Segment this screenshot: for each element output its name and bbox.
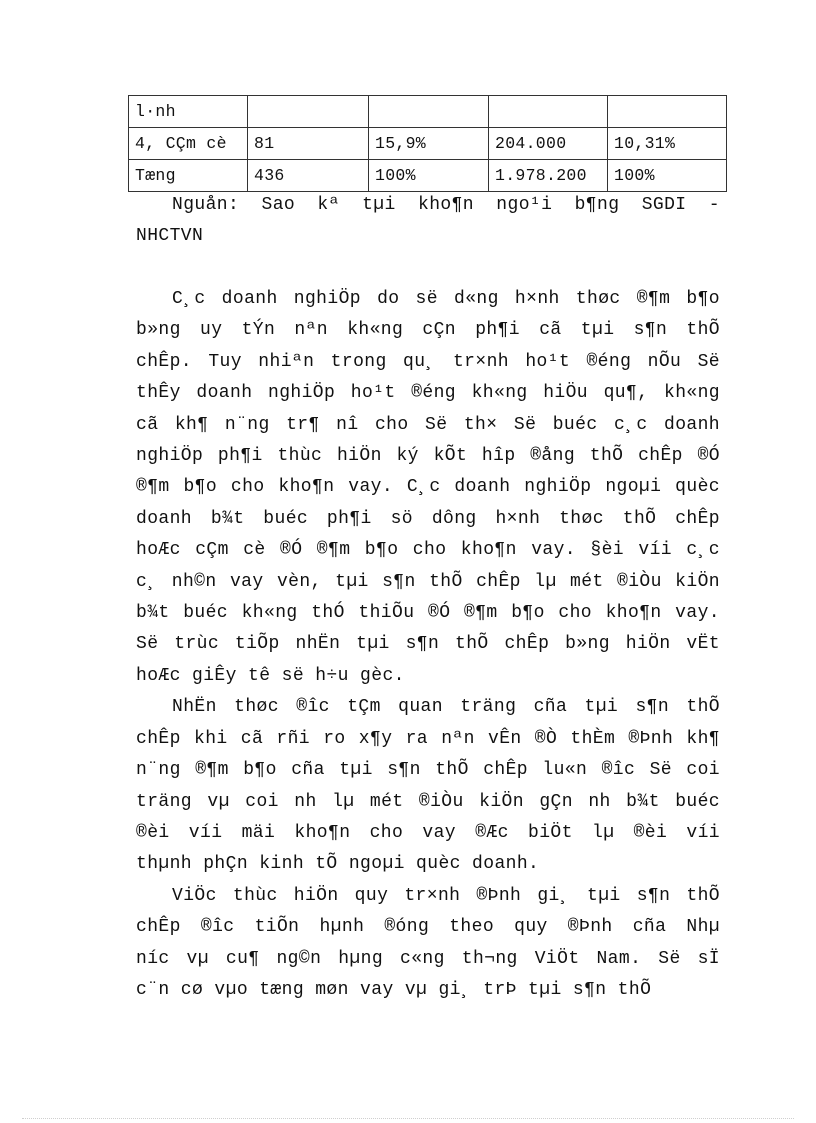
table-cell: 436	[248, 160, 369, 192]
table-cell: 100%	[369, 160, 489, 192]
paragraph	[136, 692, 720, 880]
paragraph	[136, 284, 720, 692]
text-line: chÊp. Tuy nhiªn trong qu¸ tr×nh ho¹t ®éng nÕu Së	[136, 351, 720, 372]
table-cell: 10,31%	[608, 128, 727, 160]
table-source-note	[136, 190, 720, 253]
text-line: NhËn thøc ®îc tÇm quan träng cña tµi s¶n thÕ	[172, 697, 720, 718]
text-line: thµnh phÇn kinh tÕ ngoµi quèc doanh.	[136, 854, 540, 875]
table-cell: 1.978.200	[489, 160, 608, 192]
text-line: b¾t buéc kh«ng thÓ thiÕu ®Ó ®¶m b¶o cho kho¶n vay.	[136, 603, 720, 624]
text-line: c¨n cø vµo tæng møn vay vµ gi¸ trÞ tµi s¶n thÕ	[136, 979, 652, 1000]
text-line: ViÖc thùc hiÖn quy tr×nh ®Þnh gi¸ tµi s¶n thÕ	[172, 885, 720, 906]
text-line: hoÆc cÇm cè ®Ó ®¶m b¶o cho kho¶n vay. §èi víi c¸c	[136, 540, 720, 561]
table-row	[129, 128, 727, 160]
table-cell: 204.000	[489, 128, 608, 160]
table-cell	[608, 96, 727, 128]
table-cell: Tæng	[129, 160, 248, 192]
table-row	[129, 96, 727, 128]
text-line: C¸c doanh nghiÖp do së d«ng h×nh thøc ®¶m b¶o	[172, 289, 720, 309]
text-line: níc vµ cu¶ ng©n hµng c«ng th¬ng ViÖt Nam. Së sÏ	[136, 948, 720, 969]
text-line: doanh b¾t buéc ph¶i sö dông h×nh thøc thÕ chÊp	[136, 508, 720, 529]
table-cell: 81	[248, 128, 369, 160]
table-row	[129, 160, 727, 192]
source-line: Nguån: Sao kª tµi kho¶n ngo¹i b¶ng SGDI -	[172, 195, 720, 215]
source-line: NHCTVN	[136, 226, 204, 247]
text-line: Së trùc tiÕp nhËn tµi s¶n thÕ chÊp b»ng hiÖn vËt	[136, 634, 720, 655]
text-line: thÊy doanh nghiÖp ho¹t ®éng kh«ng hiÖu qu¶, kh«ng	[136, 383, 720, 404]
paragraph	[136, 881, 720, 1007]
text-line: ®èi víi mäi kho¶n cho vay ®Æc biÖt lµ ®èi víi	[136, 822, 720, 843]
text-line: nghiÖp ph¶i thùc hiÖn ký kÕt hîp ®ång thÕ chÊp ®Ó	[136, 446, 720, 467]
table-cell: 15,9%	[369, 128, 489, 160]
text-line: hoÆc giÊy tê së h÷u gèc.	[136, 665, 405, 686]
body-text	[136, 284, 720, 1006]
text-line: ®¶m b¶o cho kho¶n vay. C¸c doanh nghiÖp ngoµi quèc	[136, 477, 720, 498]
table-cell: l·nh	[129, 96, 248, 128]
table-cell	[248, 96, 369, 128]
text-line: cã kh¶ n¨ng tr¶ nî cho Së th× Së buéc c¸c doanh	[136, 414, 720, 435]
text-line: b»ng uy tÝn nªn kh«ng cÇn ph¶i cã tµi s¶n thÕ	[136, 320, 720, 341]
loan-collateral-table	[128, 95, 727, 192]
table-cell	[369, 96, 489, 128]
text-line: träng vµ coi nh lµ mét ®iÒu kiÖn gÇn nh b¾t buéc	[136, 791, 720, 812]
text-line: chÊp ®îc tiÕn hµnh ®óng theo quy ®Þnh cña Nhµ	[136, 917, 720, 938]
page-bottom-divider	[22, 1118, 794, 1119]
table-cell: 100%	[608, 160, 727, 192]
text-line: n¨ng ®¶m b¶o cña tµi s¶n thÕ chÊp lu«n ®îc Së coi	[136, 760, 720, 781]
table-cell	[489, 96, 608, 128]
text-line: chÊp khi cã rñi ro x¶y ra nªn vÊn ®Ò thÈm ®Þnh kh¶	[136, 728, 720, 749]
text-line: c¸ nh©n vay vèn, tµi s¶n thÕ chÊp lµ mét ®iÒu kiÖn	[136, 571, 720, 592]
table-cell: 4, CÇm cè	[129, 128, 248, 160]
